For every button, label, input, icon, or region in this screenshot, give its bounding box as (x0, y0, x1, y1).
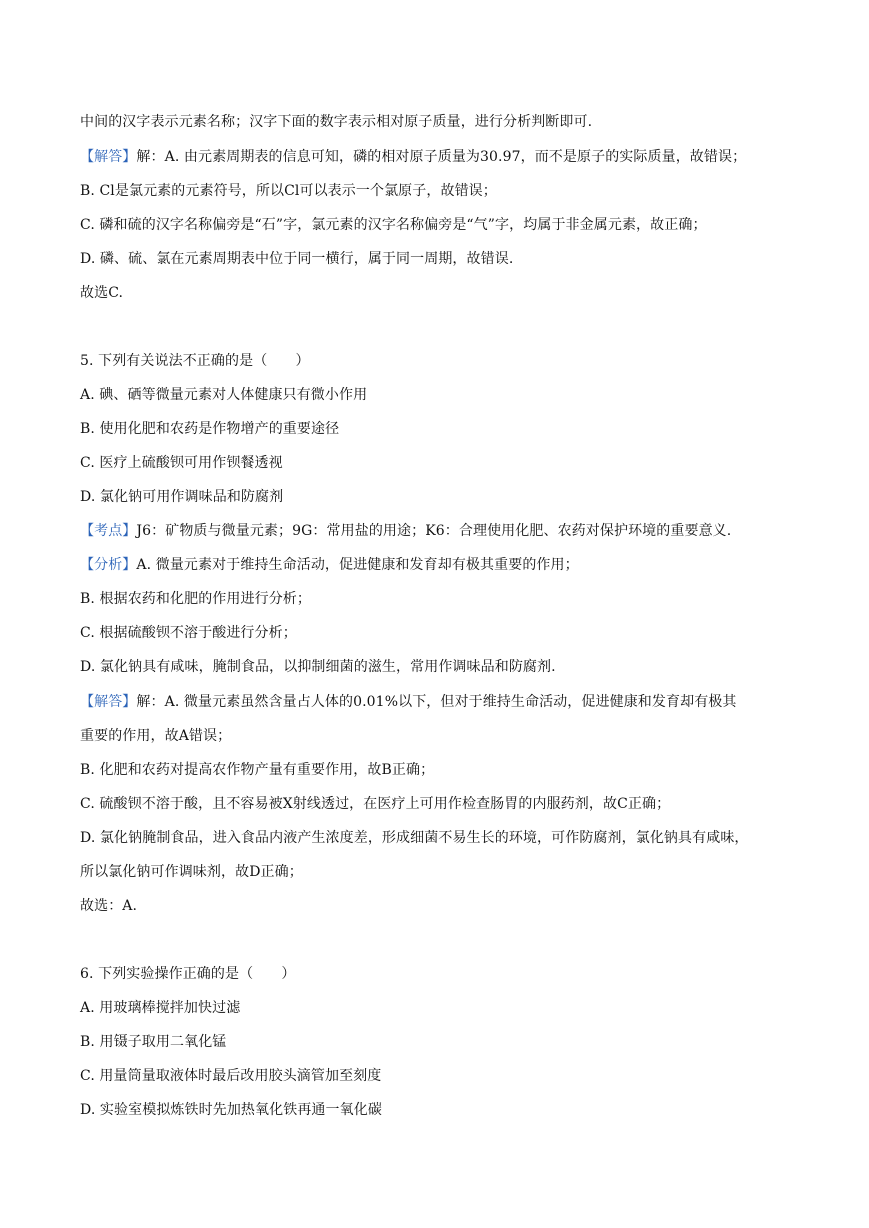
line-text: B. 用镊子取用二氧化锰 (80, 1034, 227, 1050)
q5-answer-b (80, 760, 800, 780)
q5-answer-c (80, 794, 800, 814)
line-text: 解：A. 微量元素虽然含量占人体的0.01%以下，但对于维持生命活动，促进健康和发育却有极其 (136, 694, 737, 710)
answer-tag: 【解答】 (80, 694, 137, 710)
q5-stem (80, 351, 800, 371)
answer-tag: 【解答】 (80, 149, 137, 165)
q4-answer-d (80, 249, 800, 269)
line-text: D. 氯化钠可用作调味品和防腐剂 (80, 489, 284, 505)
q4-answer-b (80, 181, 800, 201)
line-text: A. 微量元素对于维持生命活动，促进健康和发育却有极其重要的作用； (136, 557, 579, 573)
line-text: B. Cl是氯元素的元素符号，所以Cl可以表示一个氯原子，故错误； (80, 183, 497, 199)
q4-answer-a (80, 147, 800, 167)
line-text: A. 用玻璃棒搅拌加快过滤 (80, 1000, 241, 1016)
q5-kaodian (80, 521, 800, 541)
line-text: 6. 下列实验操作正确的是（ ） (80, 966, 296, 982)
line-text: C. 医疗上硫酸钡可用作钡餐透视 (80, 455, 283, 471)
line-text: D. 磷、硫、氯在元素周期表中位于同一横行，属于同一周期，故错误. (80, 251, 514, 267)
q5-option-d (80, 487, 800, 507)
q5-analysis-a (80, 555, 800, 575)
q5-answer-d-1 (80, 828, 800, 848)
q5-analysis-c (80, 623, 800, 643)
q6-option-b (80, 1032, 800, 1052)
q5-analysis-d (80, 657, 800, 677)
q5-option-a (80, 385, 800, 405)
line-text: 解：A. 由元素周期表的信息可知，磷的相对原子质量为30.97，而不是原子的实际质量，故错误； (136, 149, 747, 165)
q5-answer-a-1 (80, 692, 800, 712)
line-text: B. 根据农药和化肥的作用进行分析； (80, 591, 311, 607)
line-text: 重要的作用，故A错误； (80, 728, 232, 744)
q5-option-b (80, 419, 800, 439)
q6-option-d (80, 1100, 800, 1120)
q5-analysis-b (80, 589, 800, 609)
q4-choice (80, 283, 800, 303)
line-text: D. 氯化钠具有咸味，腌制食品，以抑制细菌的滋生，常用作调味品和防腐剂. (80, 659, 556, 675)
q6-option-c (80, 1066, 800, 1086)
analysis-tag: 【分析】 (80, 557, 137, 573)
line-text: 5. 下列有关说法不正确的是（ ） (80, 353, 310, 369)
q5-option-c (80, 453, 800, 473)
line-text: 中间的汉字表示元素名称；汉字下面的数字表示相对原子质量，进行分析判断即可. (80, 114, 593, 130)
line-text: 所以氯化钠可作调味剂，故D正确； (80, 864, 303, 880)
line-text: C. 根据硫酸钡不溶于酸进行分析； (80, 625, 297, 641)
q6-option-a (80, 998, 800, 1018)
q6-stem (80, 964, 800, 984)
kaodian-tag: 【考点】 (80, 523, 137, 539)
q5-choice (80, 896, 800, 916)
line-text: 故选C. (80, 285, 124, 301)
line-text: C. 磷和硫的汉字名称偏旁是“石”字，氯元素的汉字名称偏旁是“气”字，均属于非金属元素，故正确； (80, 217, 707, 233)
q5-answer-a-2 (80, 726, 800, 746)
line-text: B. 化肥和农药对提高农作物产量有重要作用，故B正确； (80, 762, 435, 778)
line-text: D. 实验室模拟炼铁时先加热氧化铁再通一氧化碳 (80, 1102, 382, 1118)
q5-answer-d-2 (80, 862, 800, 882)
line-text: C. 硫酸钡不溶于酸，且不容易被X射线透过，在医疗上可用作检查肠胃的内服药剂，故C正确； (80, 796, 671, 812)
line-text: A. 碘、硒等微量元素对人体健康只有微小作用 (80, 387, 368, 403)
line-text: D. 氯化钠腌制食品，进入食品内液产生浓度差，形成细菌不易生长的环境，可作防腐剂，氯化钠具有咸味， (80, 830, 749, 846)
line-text: J6：矿物质与微量元素；9G：常用盐的用途；K6：合理使用化肥、农药对保护环境的重要意义. (136, 523, 732, 539)
line-text: B. 使用化肥和农药是作物增产的重要途径 (80, 421, 340, 437)
q4-analysis-cont (80, 112, 800, 132)
q4-answer-c (80, 215, 800, 235)
line-text: C. 用量筒量取液体时最后改用胶头滴管加至刻度 (80, 1068, 382, 1084)
line-text: 故选：A. (80, 898, 138, 914)
